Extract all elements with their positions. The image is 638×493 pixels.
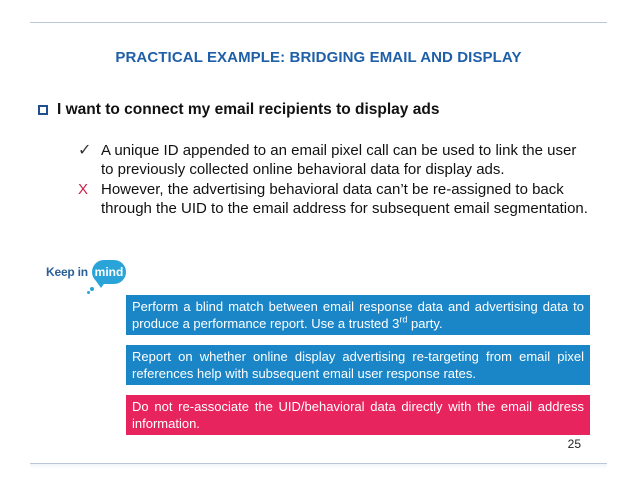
point-check-text: A unique ID appended to an email pixel call can be used to link the user to previously collected online behavioral data for display ads. bbox=[101, 142, 577, 178]
bubble-dot-icon bbox=[90, 287, 94, 291]
checkbox-bullet-icon bbox=[38, 105, 48, 115]
x-mark-icon: X bbox=[78, 181, 89, 198]
main-bullet-text: I want to connect my email recipients to display ads bbox=[57, 101, 440, 118]
ordinal-suffix: rd bbox=[399, 314, 408, 325]
point-check bbox=[78, 141, 588, 179]
point-x-text: However, the advertising behavioral data can’t be re-assigned to back through the UID to the email address for subsequent email segmentation. bbox=[101, 181, 588, 217]
page-number: 25 bbox=[567, 437, 581, 451]
slide-title: PRACTICAL EXAMPLE: BRIDGING EMAIL AND DISPLAY bbox=[115, 49, 522, 66]
note-box-blind-match-text: Perform a blind match between email response data and advertising data to produce a performance report. Use a trusted 3 bbox=[132, 299, 584, 331]
keep-in-mind-logo bbox=[46, 260, 146, 294]
note-box-report bbox=[126, 345, 590, 385]
checkmark-icon: ✓ bbox=[78, 142, 92, 159]
speech-bubble-tail-icon bbox=[96, 281, 106, 288]
main-bullet bbox=[38, 101, 439, 119]
keep-in-text: Keep in bbox=[46, 265, 88, 279]
note-box-report-text: Report on whether online display advertising re-targeting from email pixel references help with subsequent email user response rates. bbox=[132, 349, 584, 381]
bubble-dot-icon bbox=[87, 291, 90, 294]
note-box-blind-match-text-end: party. bbox=[407, 316, 443, 331]
mind-bubble: mind bbox=[92, 260, 126, 284]
note-box-warning bbox=[126, 395, 590, 435]
point-x bbox=[78, 180, 588, 218]
slide bbox=[30, 22, 607, 464]
note-box-warning-text: Do not re-associate the UID/behavioral data directly with the email address information. bbox=[132, 399, 584, 431]
note-box-blind-match bbox=[126, 295, 590, 335]
